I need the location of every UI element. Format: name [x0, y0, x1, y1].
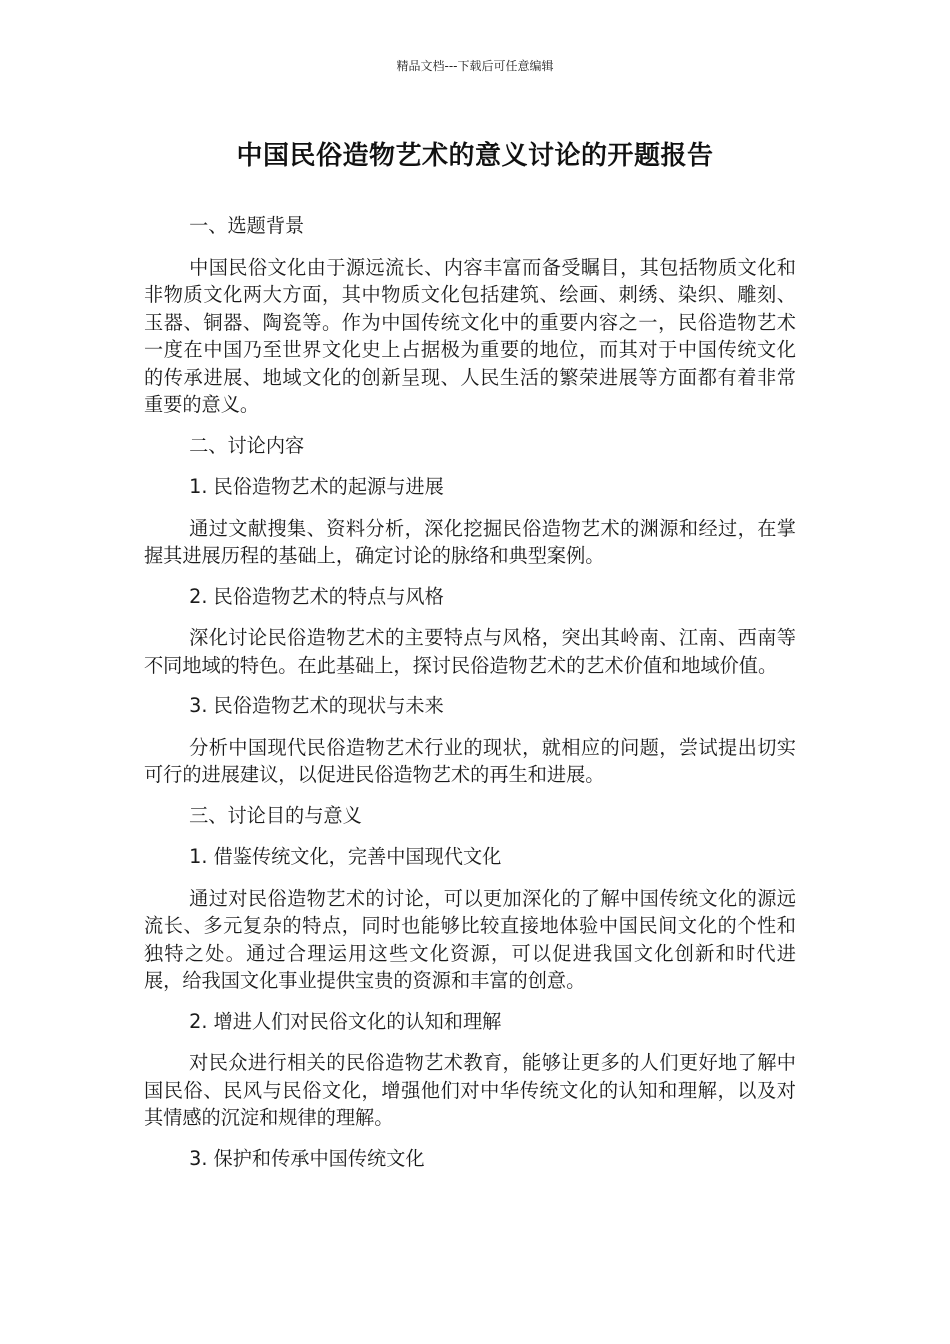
section-heading-purpose: 三、讨论目的与意义	[189, 803, 362, 827]
paragraph-background: 中国民俗文化由于源远流长、内容丰富而备受瞩目，其包括物质文化和非物质文化两大方面，其中物质文化包括建筑、绘画、刺绣、染织、雕刻、玉器、铜器、陶瓷等。作为中国传统文化中的重要内容之一，民俗造物艺术一度在中国乃至世界文化史上占据极为重要的地位，而其对于中国传统文化的传承进展、地域文化的创新呈现、人民生活的繁荣进展等方面都有着非常重要的意义。	[144, 255, 796, 416]
subheading-awareness: 2. 增进人们对民俗文化的认知和理解	[189, 1009, 502, 1033]
section-heading-content: 二、讨论内容	[189, 433, 305, 457]
paragraph-awareness: 对民众进行相关的民俗造物艺术教育，能够让更多的人们更好地了解中国民俗、民风与民俗文化，增强他们对中华传统文化的认知和理解，以及对其情感的沉淀和规律的理解。	[144, 1051, 796, 1129]
section-heading-background: 一、选题背景	[189, 214, 305, 237]
paragraph-status: 分析中国现代民俗造物艺术行业的现状，就相应的问题，尝试提出切实可行的进展建议，以促进民俗造物艺术的再生和进展。	[144, 735, 796, 786]
paragraph-origin: 通过文献搜集、资料分析，深化挖掘民俗造物艺术的渊源和经过，在掌握其进展历程的基础上，确定讨论的脉络和典型案例。	[144, 516, 796, 567]
subheading-learn-tradition: 1. 借鉴传统文化，完善中国现代文化	[189, 845, 502, 868]
paragraph-features: 深化讨论民俗造物艺术的主要特点与风格，突出其岭南、江南、西南等不同地域的特色。在此基础上，探讨民俗造物艺术的艺术价值和地域价值。	[144, 626, 796, 677]
document-body	[144, 212, 796, 1186]
subheading-origin: 1. 民俗造物艺术的起源与进展	[189, 475, 444, 498]
document-title: 中国民俗造物艺术的意义讨论的开题报告	[236, 141, 714, 171]
page-header: 精品文档---下载后可任意编辑	[396, 59, 554, 73]
paragraph-learn-tradition: 通过对民俗造物艺术的讨论，可以更加深化的了解中国传统文化的源远流长、多元复杂的特点，同时也能够比较直接地体验中国民间文化的个性和独特之处。通过合理运用这些文化资源，可以促进我国文化创新和时代进展，给我国文化事业提供宝贵的资源和丰富的创意。	[144, 886, 796, 992]
subheading-protect-heritage: 3. 保护和传承中国传统文化	[189, 1146, 425, 1170]
subheading-features: 2. 民俗造物艺术的特点与风格	[189, 584, 444, 608]
subheading-status: 3. 民俗造物艺术的现状与未来	[189, 694, 444, 717]
